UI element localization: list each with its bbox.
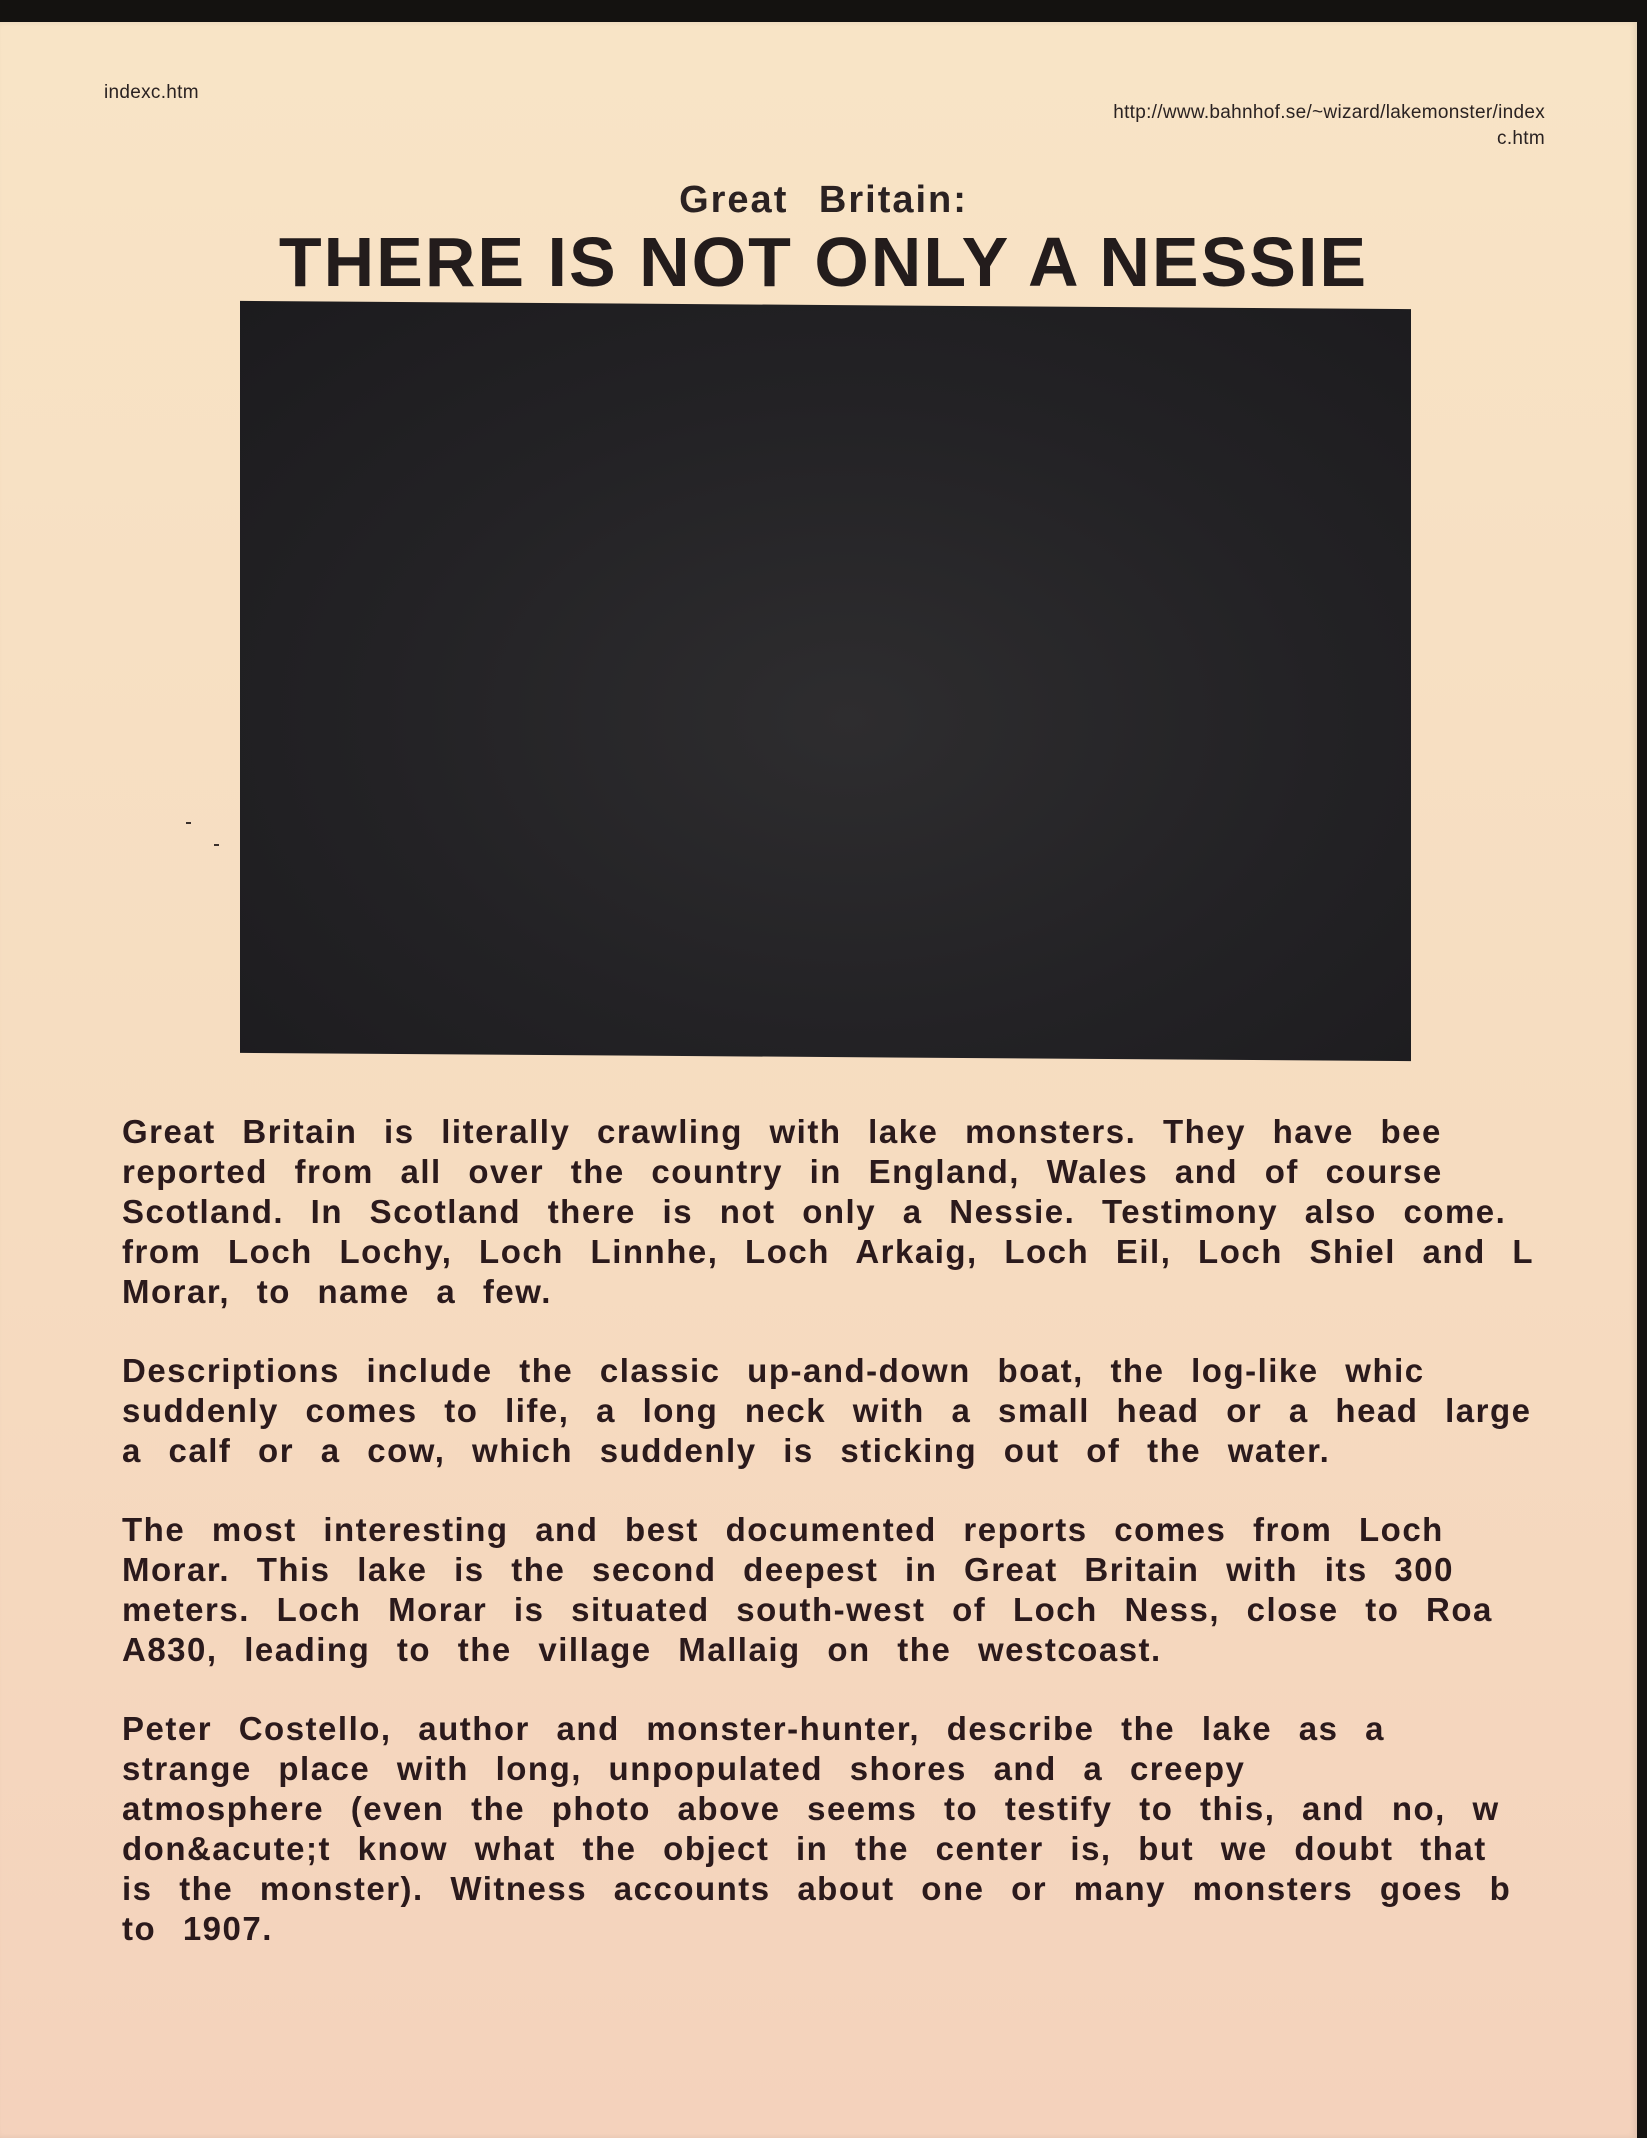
dark-lake-photo: [240, 301, 1411, 1061]
article-body: [122, 1112, 1552, 1988]
text-line: suddenly comes to life, a long neck with a small head or a head large: [122, 1392, 1532, 1429]
page-subtitle: Great Britain:: [679, 179, 968, 221]
text-line: reported from all over the country in England, Wales and of course: [122, 1153, 1443, 1190]
text-line: meters. Loch Morar is situated south-west of Loch Ness, close to Roa: [122, 1591, 1493, 1628]
text-line: Scotland. In Scotland there is not only a Nessie. Testimony also come.: [122, 1193, 1507, 1230]
page-title: THERE IS NOT ONLY A NESSIE: [278, 223, 1369, 301]
printed-page: [0, 22, 1637, 2138]
paragraph-2: [122, 1351, 1552, 1471]
text-line: from Loch Lochy, Loch Linnhe, Loch Arkaig, Loch Eil, Loch Shiel and L: [122, 1233, 1535, 1270]
text-line: Descriptions include the classic up-and-down boat, the log-like whic: [122, 1352, 1425, 1389]
header-url-line-1: http://www.bahnhof.se/~wizard/lakemonster/index: [1113, 102, 1545, 123]
print-speck: [214, 844, 219, 846]
paragraph-4: [122, 1709, 1552, 1949]
paragraph-3: [122, 1510, 1552, 1670]
header-url: [1025, 100, 1545, 152]
text-line: to 1907.: [122, 1910, 273, 1947]
text-line: is the monster). Witness accounts about one or many monsters goes b: [122, 1870, 1512, 1907]
paragraph-1: [122, 1112, 1552, 1312]
text-line: atmosphere (even the photo above seems to testify to this, and no, w: [122, 1790, 1500, 1827]
header-filename: indexc.htm: [104, 82, 199, 103]
text-line: A830, leading to the village Mallaig on the westcoast.: [122, 1631, 1162, 1668]
text-line: The most interesting and best documented reports comes from Loch: [122, 1511, 1444, 1548]
print-speck: [186, 822, 191, 824]
text-line: strange place with long, unpopulated shores and a creepy: [122, 1750, 1246, 1787]
text-line: Morar, to name a few.: [122, 1273, 552, 1310]
header-url-line-2: c.htm: [1497, 128, 1545, 149]
text-line: Peter Costello, author and monster-hunter, describe the lake as a: [122, 1710, 1385, 1747]
text-line: Morar. This lake is the second deepest in Great Britain with its 300: [122, 1551, 1454, 1588]
text-line: Great Britain is literally crawling with lake monsters. They have bee: [122, 1113, 1442, 1150]
text-line: a calf or a cow, which suddenly is sticking out of the water.: [122, 1432, 1331, 1469]
text-line: don&acute;t know what the object in the center is, but we doubt that: [122, 1830, 1487, 1867]
